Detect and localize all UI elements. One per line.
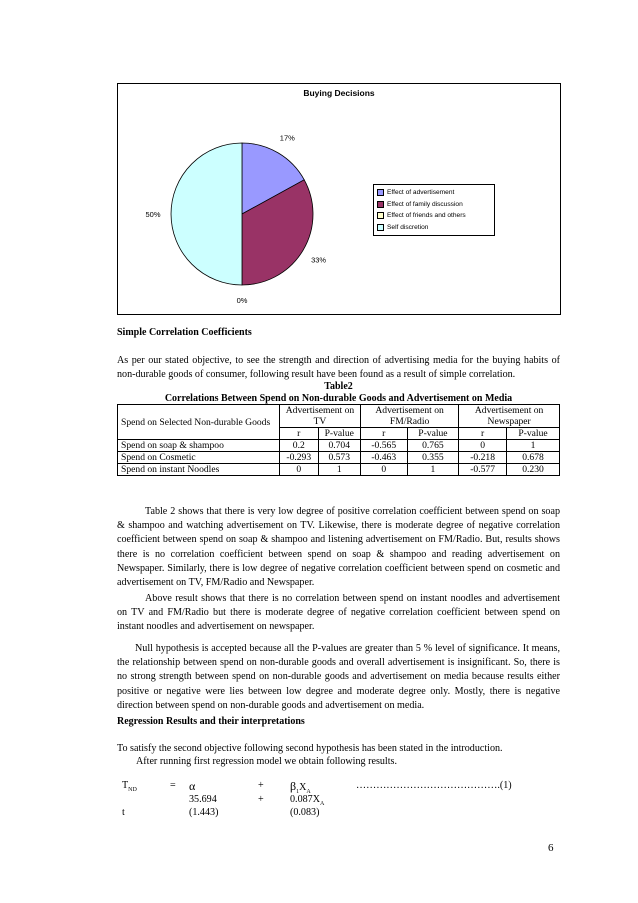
t-label: t — [122, 807, 125, 818]
table-header-row — [118, 405, 560, 428]
section-heading-correlation: Simple Correlation Coefficients — [117, 327, 252, 338]
eq-plus-2: + — [258, 794, 264, 805]
paragraph-table-interpretation: Table 2 shows that there is very low degree of positive correlation coefficient between spend on soap & shampoo and watching advertisement on TV. Likewise, there is moderate degree of negative correlation coefficient between spend on soap & shampoo and listening advertisement on FM/Radio. But, results shows there is no correlation coefficient between spend on soap & shampoo and reading advertisement on Newspaper. Similarly, there is low degree of negative correlation coefficient between spend on cosmetic and advertisement on TV, FM/Radio and Newspaper. — [117, 506, 560, 589]
chart-legend — [373, 184, 495, 236]
legend-swatch — [377, 212, 384, 219]
pie-data-label: 50% — [145, 210, 161, 219]
row-header: Spend on Selected Non-durable Goods — [118, 405, 280, 440]
group-fm: Advertisement on FM/Radio — [360, 405, 458, 428]
legend-item-friends: Effect of friends and others — [377, 210, 491, 222]
legend-swatch — [377, 189, 384, 196]
eq-equals: = — [170, 780, 176, 791]
table-caption: Correlations Between Spend on Non-durable Goods and Advertisement on Media — [164, 393, 513, 404]
chart-title: Buying Decisions — [303, 88, 375, 98]
eq-number: …………………………………….(1) — [356, 780, 512, 791]
table-number: Table2 — [324, 381, 353, 392]
eq-beta-term: $\beta_1X_A$ — [290, 779, 311, 796]
pie-data-label: 33% — [311, 255, 327, 265]
section-heading-regression: Regression Results and their interpretations — [117, 716, 305, 727]
legend-item-family: Effect of family discussion — [377, 199, 491, 211]
table-row: Spend on Cosmetic -0.293 0.573 -0.463 0.355 -0.218 0.678 — [118, 452, 560, 464]
paragraph-hypothesis: Null hypothesis is accepted because all the P-values are greater than 5 % level of significance. It means, the relationship between spend on non-durable goods and overall advertisement is insignificant. So, there is no strong strength between spend on non-durable goods and advertisement on media because results either positive or negative were lies between low degree and moderate degree only. Mostly, there is negative direction between spend on non-durable goods and advertisement on media. — [117, 643, 560, 711]
pie-slice-3 — [171, 143, 242, 285]
t-alpha: (1.443) — [189, 807, 219, 818]
correlation-table — [117, 404, 560, 476]
eq-plus: + — [258, 780, 264, 791]
pie-data-label: 17% — [279, 133, 295, 143]
coef-alpha: 35.694 — [189, 794, 217, 805]
correlation-intro: As per our stated objective, to see the strength and direction of advertising media for the buying habits of non-durable goods of consumer, following result have been found as a result of simple correlation. — [117, 355, 560, 381]
regression-intro-line1: To satisfy the second objective following second hypothesis has been stated in the introduction. — [117, 743, 503, 754]
eq-alpha: α — [189, 779, 196, 793]
group-tv: Advertisement on TV — [280, 405, 361, 428]
paragraph-noodles: Above result shows that there is no correlation between spend on instant noodles and advertisement on TV and FM/Radio but there is moderate degree of negative correlation coefficient between spend on instant noodles and advertisement on newspaper. — [117, 593, 560, 633]
t-beta: (0.083) — [290, 807, 320, 818]
table-row: Spend on soap & shampoo 0.2 0.704 -0.565 0.765 0 1 — [118, 440, 560, 452]
group-newspaper: Advertisement on Newspaper — [459, 405, 560, 428]
table-subheader-row: r P-value r P-value r P-value — [118, 428, 560, 440]
legend-item-self: Self discretion — [377, 222, 491, 234]
legend-swatch — [377, 201, 384, 208]
coef-beta: $0.087X_A$ — [290, 794, 325, 808]
pie-chart — [117, 83, 561, 315]
legend-swatch — [377, 224, 384, 231]
legend-item-advertisement: Effect of advertisement — [377, 187, 491, 199]
pie-data-label: 0% — [236, 296, 248, 305]
eq-lhs: $T_{ND}$ — [122, 780, 137, 794]
table-row: Spend on instant Noodles 0 1 0 1 -0.577 0.230 — [118, 464, 560, 476]
regression-intro-line2: After running first regression model we obtain following results. — [136, 756, 397, 767]
page-number: 6 — [548, 842, 554, 854]
